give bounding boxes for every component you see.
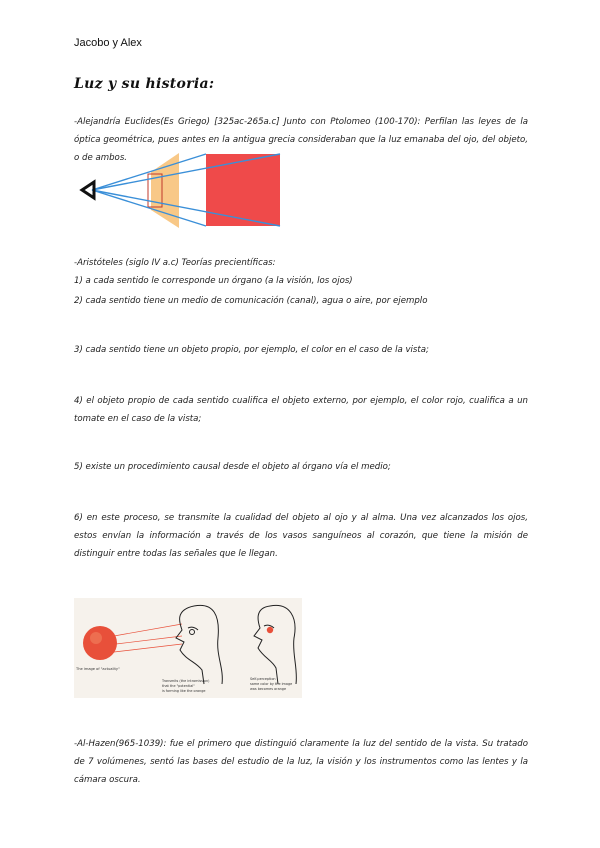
- caption-right-2: same color by the image: [250, 682, 293, 686]
- optics-diagram: [76, 150, 286, 232]
- caption-left: The image of "actuality": [76, 667, 120, 671]
- caption-right-3: was becomes orange: [250, 687, 287, 691]
- list-item-1: 1) a cada sentido le corresponde un órgano (a la visión, los ojos): [74, 276, 353, 286]
- list-item-3: 3) cada sentido tiene un objeto propio, por ejemplo, el color en el caso de la vista;: [74, 345, 429, 355]
- caption-mid-3: is forming like the orange: [162, 689, 206, 693]
- author-header: Jacobo y Alex: [74, 37, 142, 49]
- red-object: [206, 154, 280, 226]
- alhazen-paragraph: -Al-Hazen(965-1039): fue el primero que distinguió claramente la luz del sentido de la vista. Su tratado de 7 volúmenes, sentó las bases del estudio de la luz, la visión y los instrumentos como las lentes y la cámara oscura.: [74, 739, 528, 785]
- list-item-5: 5) existe un procedimiento causal desde el objeto al órgano vía el medio;: [74, 462, 391, 472]
- caption-mid-2: that the "potential": [162, 684, 195, 688]
- caption-right-1: Self-perception: [250, 677, 276, 681]
- list-item-4: 4) el objeto propio de cada sentido cualifica el objeto externo, por ejemplo, el color rojo, cualifica a un tomate en el caso de la vista;: [74, 396, 528, 424]
- page-title: Luz y su historia:: [74, 76, 215, 92]
- red-eye-spot: [267, 627, 273, 633]
- vision-illustration: [74, 598, 302, 698]
- list-item-2: 2) cada sentido tiene un medio de comunicación (canal), agua o aire, por ejemplo: [74, 296, 428, 306]
- red-ball: [83, 626, 117, 660]
- euclides-paragraph: -Alejandría Euclides(Es Griego) [325ac-265a.c] Junto con Ptolomeo (100-170): Perfilan las leyes de la óptica geométrica, pues antes en la antigua grecia consideraban que la luz emanaba del ojo, del objeto, o de ambos.: [74, 117, 528, 163]
- caption-mid-1: Transmits (the intromission): [162, 679, 210, 683]
- aristoteles-heading: -Aristóteles (siglo IV a.c) Teorías precientíficas:: [74, 258, 276, 268]
- list-item-6: 6) en este proceso, se transmite la cualidad del objeto al ojo y al alma. Una vez alcanzados los ojos, estos envían la información a través de los vasos sanguíneos al corazón, que tiene la misión de distinguir entre todas las señales que le llegan.: [74, 513, 528, 559]
